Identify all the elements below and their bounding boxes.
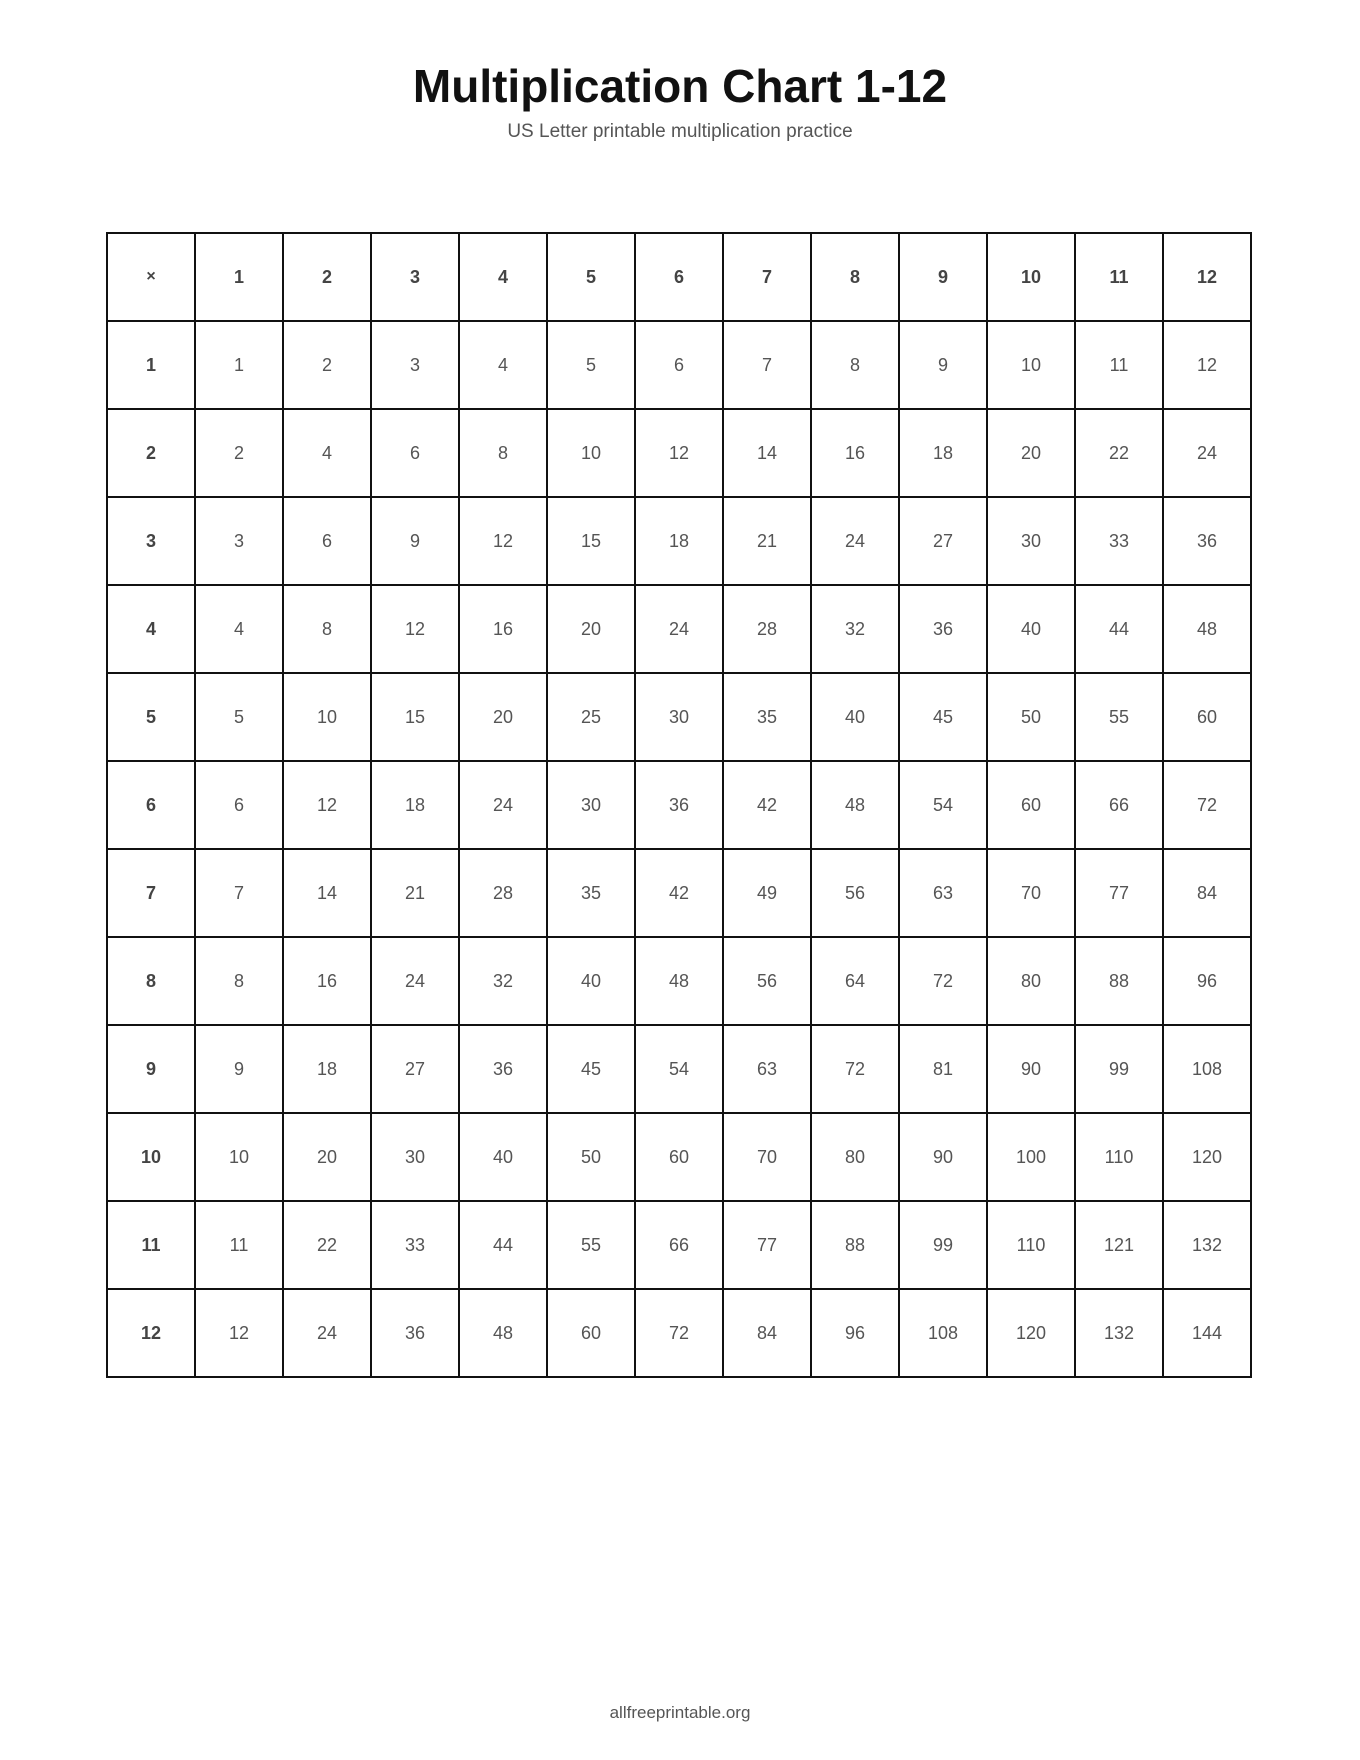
product-cell: 44 [459,1201,547,1289]
product-cell: 100 [987,1113,1075,1201]
row-header-cell: 11 [107,1201,195,1289]
product-cell: 99 [1075,1025,1163,1113]
product-cell: 9 [195,1025,283,1113]
table-row [107,585,1251,673]
product-cell: 20 [547,585,635,673]
column-header-cell: 4 [459,233,547,321]
product-cell: 144 [1163,1289,1251,1377]
product-cell: 20 [283,1113,371,1201]
product-cell: 132 [1075,1289,1163,1377]
product-cell: 120 [1163,1113,1251,1201]
row-header-cell: 4 [107,585,195,673]
product-cell: 63 [723,1025,811,1113]
product-cell: 21 [723,497,811,585]
product-cell: 90 [899,1113,987,1201]
row-header-cell: 7 [107,849,195,937]
header-row [107,233,1251,321]
product-cell: 81 [899,1025,987,1113]
product-cell: 20 [987,409,1075,497]
product-cell: 12 [283,761,371,849]
table-row [107,761,1251,849]
product-cell: 3 [371,321,459,409]
column-header-cell: 11 [1075,233,1163,321]
row-header-cell: 12 [107,1289,195,1377]
product-cell: 60 [987,761,1075,849]
product-cell: 84 [723,1289,811,1377]
product-cell: 24 [283,1289,371,1377]
product-cell: 15 [547,497,635,585]
product-cell: 50 [547,1113,635,1201]
column-header-cell: 8 [811,233,899,321]
product-cell: 36 [1163,497,1251,585]
product-cell: 33 [1075,497,1163,585]
product-cell: 120 [987,1289,1075,1377]
product-cell: 7 [195,849,283,937]
table-row [107,497,1251,585]
product-cell: 22 [1075,409,1163,497]
product-cell: 28 [723,585,811,673]
product-cell: 48 [1163,585,1251,673]
product-cell: 36 [459,1025,547,1113]
table-row [107,1025,1251,1113]
product-cell: 32 [811,585,899,673]
product-cell: 55 [547,1201,635,1289]
product-cell: 88 [811,1201,899,1289]
column-header-cell: 1 [195,233,283,321]
product-cell: 36 [371,1289,459,1377]
product-cell: 77 [723,1201,811,1289]
product-cell: 5 [547,321,635,409]
product-cell: 80 [987,937,1075,1025]
product-cell: 22 [283,1201,371,1289]
product-cell: 18 [635,497,723,585]
product-cell: 36 [899,585,987,673]
product-cell: 8 [195,937,283,1025]
table-row [107,1201,1251,1289]
product-cell: 45 [899,673,987,761]
product-cell: 6 [635,321,723,409]
product-cell: 6 [195,761,283,849]
product-cell: 18 [899,409,987,497]
multiplication-table-body [107,233,1251,1377]
column-header-cell: 7 [723,233,811,321]
product-cell: 77 [1075,849,1163,937]
product-cell: 16 [459,585,547,673]
column-header-cell: 10 [987,233,1075,321]
product-cell: 80 [811,1113,899,1201]
product-cell: 108 [899,1289,987,1377]
product-cell: 12 [1163,321,1251,409]
product-cell: 60 [635,1113,723,1201]
product-cell: 21 [371,849,459,937]
product-cell: 2 [195,409,283,497]
product-cell: 110 [987,1201,1075,1289]
product-cell: 8 [811,321,899,409]
row-header-cell: 10 [107,1113,195,1201]
product-cell: 10 [987,321,1075,409]
product-cell: 96 [811,1289,899,1377]
product-cell: 6 [371,409,459,497]
product-cell: 56 [723,937,811,1025]
product-cell: 44 [1075,585,1163,673]
product-cell: 54 [635,1025,723,1113]
product-cell: 42 [635,849,723,937]
column-header-cell: 9 [899,233,987,321]
table-row [107,1113,1251,1201]
product-cell: 11 [195,1201,283,1289]
product-cell: 48 [459,1289,547,1377]
product-cell: 24 [811,497,899,585]
product-cell: 5 [195,673,283,761]
column-header-cell: 6 [635,233,723,321]
table-row [107,409,1251,497]
product-cell: 4 [459,321,547,409]
product-cell: 40 [547,937,635,1025]
product-cell: 10 [547,409,635,497]
product-cell: 8 [283,585,371,673]
product-cell: 96 [1163,937,1251,1025]
row-header-cell: 6 [107,761,195,849]
table-row [107,321,1251,409]
product-cell: 63 [899,849,987,937]
product-cell: 24 [371,937,459,1025]
product-cell: 72 [811,1025,899,1113]
product-cell: 24 [1163,409,1251,497]
product-cell: 42 [723,761,811,849]
product-cell: 90 [987,1025,1075,1113]
product-cell: 88 [1075,937,1163,1025]
product-cell: 6 [283,497,371,585]
product-cell: 40 [459,1113,547,1201]
product-cell: 108 [1163,1025,1251,1113]
product-cell: 4 [283,409,371,497]
product-cell: 40 [811,673,899,761]
product-cell: 14 [723,409,811,497]
product-cell: 18 [371,761,459,849]
row-header-cell: 8 [107,937,195,1025]
product-cell: 12 [371,585,459,673]
product-cell: 10 [283,673,371,761]
corner-cell: × [107,233,195,321]
column-header-cell: 3 [371,233,459,321]
table-row [107,673,1251,761]
product-cell: 16 [283,937,371,1025]
product-cell: 9 [899,321,987,409]
product-cell: 30 [547,761,635,849]
multiplication-table [106,232,1252,1378]
product-cell: 10 [195,1113,283,1201]
product-cell: 33 [371,1201,459,1289]
product-cell: 60 [547,1289,635,1377]
product-cell: 24 [459,761,547,849]
product-cell: 66 [1075,761,1163,849]
product-cell: 27 [371,1025,459,1113]
product-cell: 132 [1163,1201,1251,1289]
row-header-cell: 2 [107,409,195,497]
product-cell: 32 [459,937,547,1025]
product-cell: 40 [987,585,1075,673]
product-cell: 20 [459,673,547,761]
product-cell: 72 [635,1289,723,1377]
product-cell: 60 [1163,673,1251,761]
product-cell: 2 [283,321,371,409]
product-cell: 70 [723,1113,811,1201]
product-cell: 30 [635,673,723,761]
product-cell: 24 [635,585,723,673]
page-title: Multiplication Chart 1-12 [412,60,948,112]
table-row [107,937,1251,1025]
product-cell: 3 [195,497,283,585]
product-cell: 12 [195,1289,283,1377]
product-cell: 15 [371,673,459,761]
product-cell: 7 [723,321,811,409]
product-cell: 12 [635,409,723,497]
product-cell: 72 [1163,761,1251,849]
product-cell: 30 [987,497,1075,585]
row-header-cell: 1 [107,321,195,409]
product-cell: 30 [371,1113,459,1201]
column-header-cell: 5 [547,233,635,321]
product-cell: 56 [811,849,899,937]
product-cell: 35 [723,673,811,761]
product-cell: 64 [811,937,899,1025]
product-cell: 11 [1075,321,1163,409]
product-cell: 99 [899,1201,987,1289]
product-cell: 50 [987,673,1075,761]
table-row [107,849,1251,937]
row-header-cell: 3 [107,497,195,585]
product-cell: 54 [899,761,987,849]
product-cell: 18 [283,1025,371,1113]
product-cell: 72 [899,937,987,1025]
product-cell: 35 [547,849,635,937]
product-cell: 110 [1075,1113,1163,1201]
product-cell: 36 [635,761,723,849]
product-cell: 84 [1163,849,1251,937]
product-cell: 49 [723,849,811,937]
page-subtitle: US Letter printable multiplication practice [507,121,853,142]
product-cell: 55 [1075,673,1163,761]
table-row [107,1289,1251,1377]
product-cell: 16 [811,409,899,497]
product-cell: 28 [459,849,547,937]
product-cell: 25 [547,673,635,761]
product-cell: 121 [1075,1201,1163,1289]
footer-source: allfreeprintable.org [609,1703,751,1722]
product-cell: 48 [635,937,723,1025]
product-cell: 14 [283,849,371,937]
product-cell: 66 [635,1201,723,1289]
product-cell: 12 [459,497,547,585]
product-cell: 48 [811,761,899,849]
row-header-cell: 5 [107,673,195,761]
product-cell: 8 [459,409,547,497]
column-header-cell: 12 [1163,233,1251,321]
product-cell: 9 [371,497,459,585]
product-cell: 70 [987,849,1075,937]
product-cell: 1 [195,321,283,409]
product-cell: 4 [195,585,283,673]
row-header-cell: 9 [107,1025,195,1113]
product-cell: 27 [899,497,987,585]
product-cell: 45 [547,1025,635,1113]
column-header-cell: 2 [283,233,371,321]
